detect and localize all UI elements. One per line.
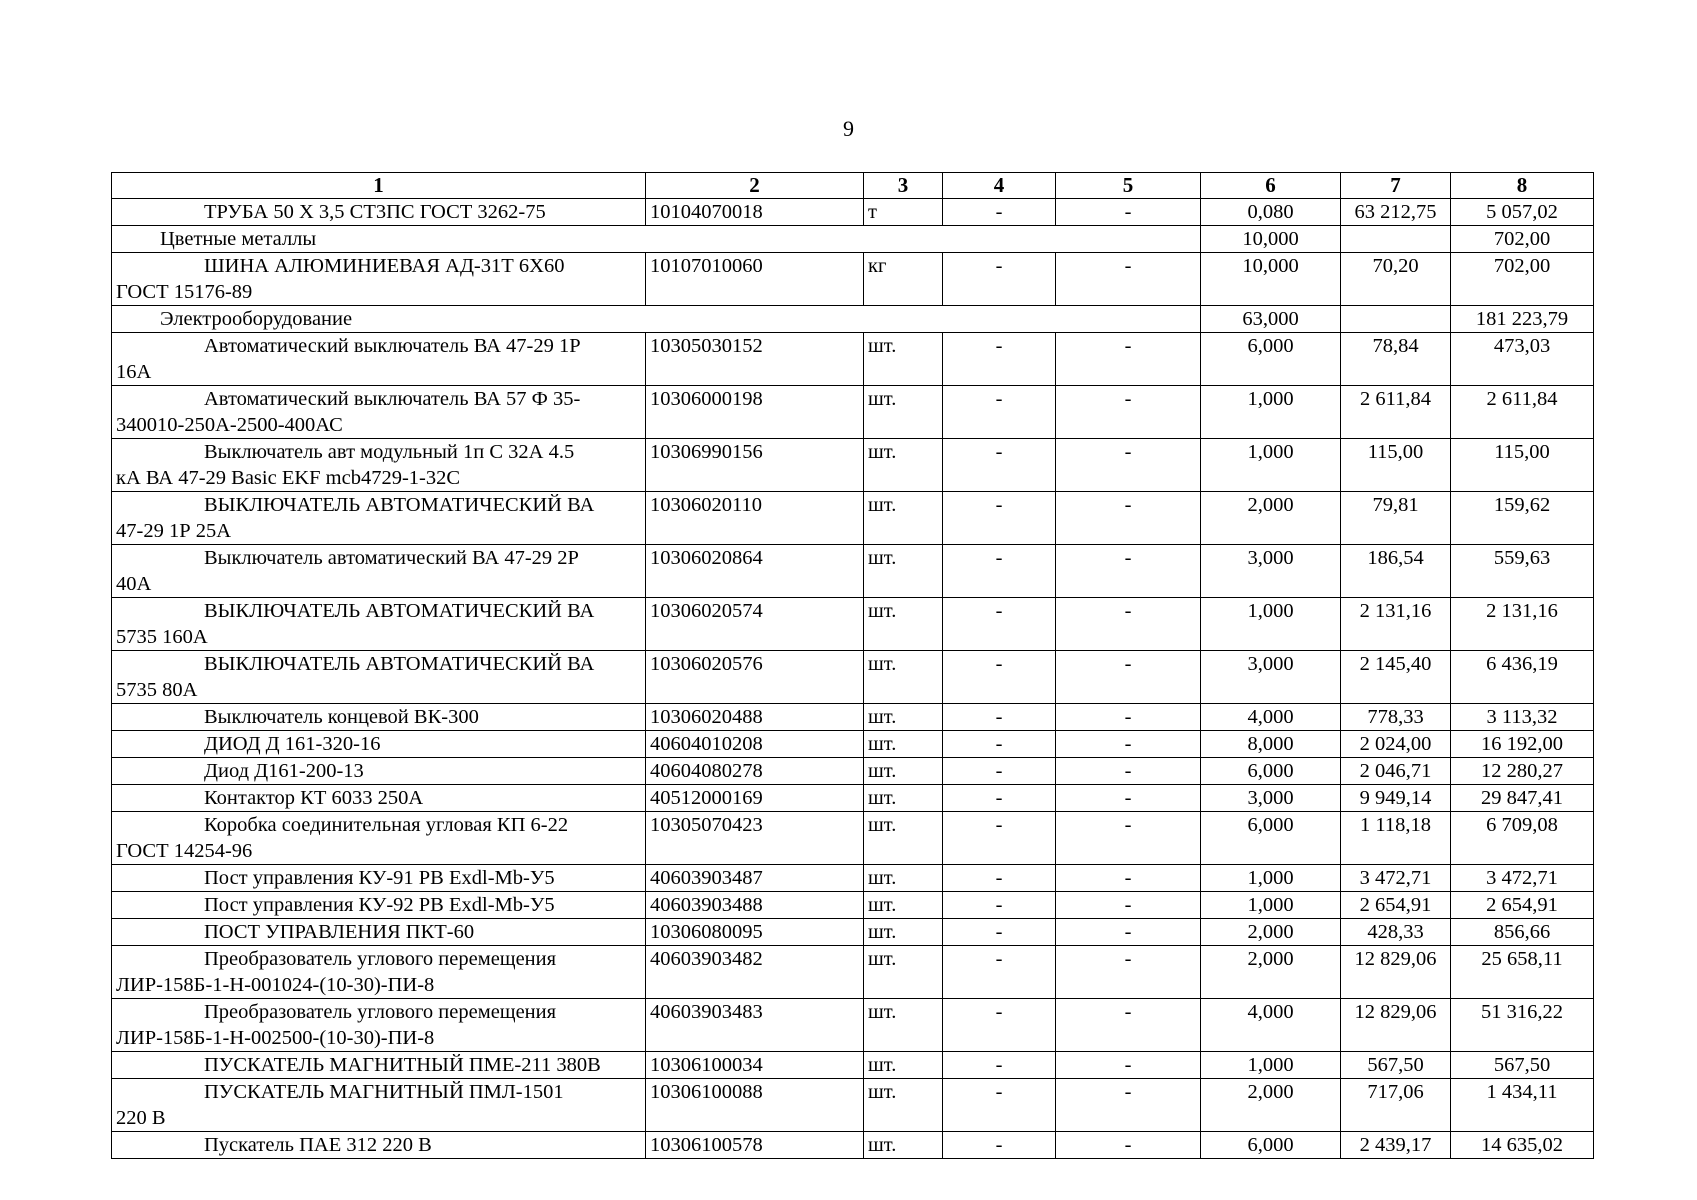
item-quantity: 1,000 [1201,1052,1341,1079]
item-code: 10306020110 [646,492,864,545]
item-col4: - [943,333,1056,386]
table-body [112,199,1594,1159]
item-code: 40604080278 [646,758,864,785]
item-quantity: 0,080 [1201,199,1341,226]
item-col5: - [1056,492,1201,545]
item-code: 10306020576 [646,651,864,704]
column-header: 6 [1201,173,1341,199]
item-code: 10306000198 [646,386,864,439]
item-col4: - [943,946,1056,999]
item-name-line2: кА ВА 47-29 Basic EKF mcb4729-1-32C [116,467,461,489]
group-row [112,306,1594,333]
item-quantity: 2,000 [1201,919,1341,946]
item-price: 717,06 [1341,1079,1451,1132]
item-name-line1: Пост управления КУ-91 РВ Exdl-Mb-У5 [204,867,555,889]
table-row [112,199,1594,226]
item-price: 2 145,40 [1341,651,1451,704]
item-name-line1: Преобразователь углового перемещения [204,948,557,970]
item-total: 159,62 [1451,492,1594,545]
table-row [112,892,1594,919]
item-total: 567,50 [1451,1052,1594,1079]
item-unit: т [864,199,943,226]
item-name [112,199,646,226]
item-unit: шт. [864,1052,943,1079]
item-total: 5 057,02 [1451,199,1594,226]
item-col5: - [1056,892,1201,919]
item-unit: шт. [864,946,943,999]
item-quantity: 8,000 [1201,731,1341,758]
item-unit: шт. [864,545,943,598]
item-code: 40604010208 [646,731,864,758]
item-unit: шт. [864,333,943,386]
item-col5: - [1056,785,1201,812]
item-total: 473,03 [1451,333,1594,386]
header-row [112,173,1594,199]
item-name-line2: 5735 80А [116,679,198,701]
item-quantity: 2,000 [1201,946,1341,999]
item-total: 702,00 [1451,253,1594,306]
item-col4: - [943,812,1056,865]
item-col4: - [943,651,1056,704]
item-col4: - [943,1132,1056,1159]
item-price: 79,81 [1341,492,1451,545]
item-col4: - [943,253,1056,306]
item-code: 10306100034 [646,1052,864,1079]
item-total: 6 709,08 [1451,812,1594,865]
item-quantity: 3,000 [1201,545,1341,598]
item-name-line2: ЛИР-158Б-1-Н-002500-(10-30)-ПИ-8 [116,1027,435,1049]
item-unit: шт. [864,651,943,704]
item-name-line2: 16А [116,361,152,383]
group-total: 702,00 [1451,226,1594,253]
item-unit: шт. [864,919,943,946]
item-quantity: 1,000 [1201,598,1341,651]
table-row [112,704,1594,731]
item-col5: - [1056,333,1201,386]
item-unit: шт. [864,598,943,651]
item-name [112,1079,646,1132]
item-total: 12 280,27 [1451,758,1594,785]
item-name [112,253,646,306]
item-col4: - [943,1079,1056,1132]
item-col5: - [1056,704,1201,731]
column-header: 3 [864,173,943,199]
item-price: 1 118,18 [1341,812,1451,865]
item-unit: шт. [864,812,943,865]
item-total: 2 611,84 [1451,386,1594,439]
item-col5: - [1056,865,1201,892]
item-col4: - [943,892,1056,919]
column-header: 7 [1341,173,1451,199]
item-col5: - [1056,545,1201,598]
item-price: 2 131,16 [1341,598,1451,651]
item-name-line2: ГОСТ 14254-96 [116,840,253,862]
item-name-line2: 220 В [116,1107,166,1129]
item-name-line1: Выключатель концевой ВК-300 [204,706,479,728]
item-name-line2: ГОСТ 15176-89 [116,281,253,303]
group-price [1341,226,1451,253]
table-row [112,439,1594,492]
item-name-line1: Преобразователь углового перемещения [204,1001,557,1023]
table-row [112,333,1594,386]
item-name-line1: ШИНА АЛЮМИНИЕВАЯ АД-31Т 6Х60 [204,255,565,277]
item-col4: - [943,919,1056,946]
item-price: 2 654,91 [1341,892,1451,919]
item-name-line1: Контактор КТ 6033 250А [204,787,424,809]
table-row [112,999,1594,1052]
item-name [112,439,646,492]
item-name-line1: Пост управления КУ-92 РВ Exdl-Mb-У5 [204,894,555,916]
table-row [112,946,1594,999]
item-name-line1: Выключатель автоматический ВА 47-29 2Р [204,547,579,569]
item-col5: - [1056,731,1201,758]
item-code: 40603903482 [646,946,864,999]
item-quantity: 6,000 [1201,758,1341,785]
item-code: 10305030152 [646,333,864,386]
item-code: 40512000169 [646,785,864,812]
item-name-line1: Выключатель авт модульный 1п С 32А 4.5 [204,441,575,463]
table-row [112,651,1594,704]
item-price: 63 212,75 [1341,199,1451,226]
item-name-line2: 5735 160А [116,626,208,648]
item-price: 2 024,00 [1341,731,1451,758]
item-quantity: 3,000 [1201,785,1341,812]
group-row [112,226,1594,253]
item-name-line1: ВЫКЛЮЧАТЕЛЬ АВТОМАТИЧЕСКИЙ ВА [204,494,595,516]
item-price: 2 046,71 [1341,758,1451,785]
item-code: 10305070423 [646,812,864,865]
item-total: 6 436,19 [1451,651,1594,704]
item-name-line1: Автоматический выключатель ВА 47-29 1Р [204,335,581,357]
table-row [112,1052,1594,1079]
item-name-line1: Коробка соединительная угловая КП 6-22 [204,814,569,836]
item-unit: шт. [864,758,943,785]
group-price [1341,306,1451,333]
item-name-line2: ЛИР-158Б-1-Н-001024-(10-30)-ПИ-8 [116,974,435,996]
item-col5: - [1056,199,1201,226]
item-name [112,651,646,704]
item-col5: - [1056,651,1201,704]
item-code: 10306100088 [646,1079,864,1132]
item-name-line2: 47-29 1Р 25А [116,520,232,542]
group-quantity: 63,000 [1201,306,1341,333]
item-quantity: 3,000 [1201,651,1341,704]
item-col4: - [943,386,1056,439]
item-unit: шт. [864,785,943,812]
item-code: 10306080095 [646,919,864,946]
table-row [112,492,1594,545]
item-name [112,1052,646,1079]
group-total: 181 223,79 [1451,306,1594,333]
group-quantity: 10,000 [1201,226,1341,253]
item-name [112,758,646,785]
item-col4: - [943,731,1056,758]
item-col4: - [943,199,1056,226]
specification-table [111,172,1594,1159]
item-price: 2 611,84 [1341,386,1451,439]
item-col5: - [1056,386,1201,439]
column-header: 2 [646,173,864,199]
item-unit: шт. [864,386,943,439]
item-name [112,386,646,439]
item-total: 2 131,16 [1451,598,1594,651]
table-row [112,598,1594,651]
item-total: 14 635,02 [1451,1132,1594,1159]
item-name [112,919,646,946]
item-code: 10306100578 [646,1132,864,1159]
item-col5: - [1056,999,1201,1052]
item-name [112,999,646,1052]
table-row [112,1132,1594,1159]
item-col4: - [943,704,1056,731]
item-name [112,892,646,919]
item-quantity: 4,000 [1201,704,1341,731]
item-col5: - [1056,758,1201,785]
item-name-line1: ВЫКЛЮЧАТЕЛЬ АВТОМАТИЧЕСКИЙ ВА [204,600,595,622]
item-code: 40603903483 [646,999,864,1052]
item-name-line1: ТРУБА 50 Х 3,5 СТ3ПС ГОСТ 3262-75 [204,201,546,223]
item-total: 25 658,11 [1451,946,1594,999]
item-col4: - [943,598,1056,651]
item-code: 40603903488 [646,892,864,919]
item-name [112,731,646,758]
item-quantity: 1,000 [1201,386,1341,439]
column-header: 5 [1056,173,1201,199]
item-price: 9 949,14 [1341,785,1451,812]
item-unit: шт. [864,704,943,731]
table-row [112,865,1594,892]
item-unit: шт. [864,1079,943,1132]
item-col4: - [943,492,1056,545]
item-price: 428,33 [1341,919,1451,946]
item-quantity: 2,000 [1201,492,1341,545]
table-row [112,386,1594,439]
item-quantity: 4,000 [1201,999,1341,1052]
item-name [112,785,646,812]
item-col5: - [1056,253,1201,306]
item-col5: - [1056,1132,1201,1159]
item-name [112,946,646,999]
item-quantity: 1,000 [1201,865,1341,892]
item-name-line1: Автоматический выключатель ВА 57 Ф 35- [204,388,581,410]
item-price: 78,84 [1341,333,1451,386]
item-col4: - [943,865,1056,892]
item-price: 12 829,06 [1341,946,1451,999]
page-number: 9 [843,116,854,141]
item-code: 10306020488 [646,704,864,731]
item-price: 2 439,17 [1341,1132,1451,1159]
item-unit: кг [864,253,943,306]
item-total: 2 654,91 [1451,892,1594,919]
item-unit: шт. [864,731,943,758]
item-code: 40603903487 [646,865,864,892]
item-price: 567,50 [1341,1052,1451,1079]
item-price: 3 472,71 [1341,865,1451,892]
item-quantity: 6,000 [1201,812,1341,865]
item-name-line1: Диод Д161-200-13 [204,760,364,782]
item-col5: - [1056,946,1201,999]
item-col5: - [1056,1079,1201,1132]
item-name-line1: Пускатель ПАЕ 312 220 В [204,1134,432,1156]
item-total: 3 113,32 [1451,704,1594,731]
item-price: 778,33 [1341,704,1451,731]
item-name-line2: 40А [116,573,152,595]
table-row [112,812,1594,865]
item-code: 10107010060 [646,253,864,306]
item-code: 10104070018 [646,199,864,226]
item-name [112,1132,646,1159]
item-name-line1: ДИОД Д 161-320-16 [204,733,381,755]
item-name [112,812,646,865]
item-unit: шт. [864,1132,943,1159]
item-col4: - [943,999,1056,1052]
item-price: 70,20 [1341,253,1451,306]
item-name-line1: ВЫКЛЮЧАТЕЛЬ АВТОМАТИЧЕСКИЙ ВА [204,653,595,675]
item-total: 115,00 [1451,439,1594,492]
table-row [112,545,1594,598]
table-row [112,919,1594,946]
item-col4: - [943,785,1056,812]
item-name [112,704,646,731]
item-name-line1: ПУСКАТЕЛЬ МАГНИТНЫЙ ПМЕ-211 380В [204,1054,601,1076]
item-col5: - [1056,439,1201,492]
table-row [112,758,1594,785]
item-price: 12 829,06 [1341,999,1451,1052]
column-header: 8 [1451,173,1594,199]
group-name: Электрооборудование [112,306,1201,333]
item-quantity: 2,000 [1201,1079,1341,1132]
item-code: 10306990156 [646,439,864,492]
item-total: 51 316,22 [1451,999,1594,1052]
item-unit: шт. [864,999,943,1052]
item-col4: - [943,758,1056,785]
item-total: 856,66 [1451,919,1594,946]
item-quantity: 1,000 [1201,892,1341,919]
item-col4: - [943,439,1056,492]
group-name: Цветные металлы [112,226,1201,253]
item-name [112,333,646,386]
column-header: 1 [112,173,646,199]
item-total: 3 472,71 [1451,865,1594,892]
item-total: 29 847,41 [1451,785,1594,812]
item-name-line2: 340010-250А-2500-400АС [116,414,343,436]
table-row [112,785,1594,812]
item-price: 186,54 [1341,545,1451,598]
item-code: 10306020864 [646,545,864,598]
item-name [112,865,646,892]
item-total: 559,63 [1451,545,1594,598]
item-total: 16 192,00 [1451,731,1594,758]
item-name [112,598,646,651]
item-code: 10306020574 [646,598,864,651]
item-name [112,545,646,598]
item-total: 1 434,11 [1451,1079,1594,1132]
item-unit: шт. [864,892,943,919]
item-col5: - [1056,1052,1201,1079]
item-name-line1: ПОСТ УПРАВЛЕНИЯ ПКТ-60 [204,921,475,943]
column-header: 4 [943,173,1056,199]
item-unit: шт. [864,492,943,545]
item-unit: шт. [864,865,943,892]
item-quantity: 1,000 [1201,439,1341,492]
table-row [112,731,1594,758]
item-col4: - [943,1052,1056,1079]
item-quantity: 6,000 [1201,1132,1341,1159]
item-name-line1: ПУСКАТЕЛЬ МАГНИТНЫЙ ПМЛ-1501 [204,1081,564,1103]
item-col5: - [1056,598,1201,651]
table-row [112,253,1594,306]
item-quantity: 10,000 [1201,253,1341,306]
item-col5: - [1056,812,1201,865]
item-quantity: 6,000 [1201,333,1341,386]
item-price: 115,00 [1341,439,1451,492]
item-unit: шт. [864,439,943,492]
table-row [112,1079,1594,1132]
item-col4: - [943,545,1056,598]
item-name [112,492,646,545]
item-col5: - [1056,919,1201,946]
